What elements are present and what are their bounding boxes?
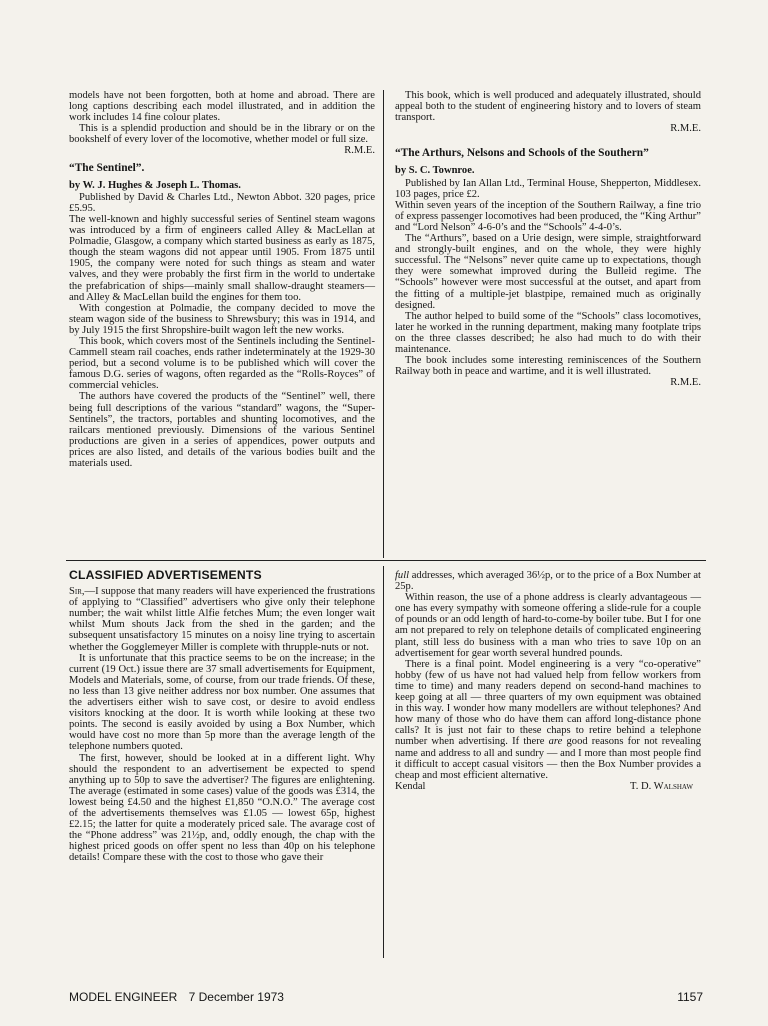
review-column-left — [69, 90, 375, 469]
page-number: 1157 — [677, 990, 703, 1004]
review-paragraph: With congestion at Polmadie, the company decided to move the steam wagon side of the business to Shrewsbury; this was in 1914, and by July 1915 the first Shropshire-built wagon left the new works. — [69, 302, 375, 336]
review-title: “The Arthurs, Nelsons and Schools of the Southern” — [395, 147, 649, 160]
review-publisher: Published by Ian Allan Ltd., Terminal House, Shepperton, Middlesex. 103 pages, price £2. — [395, 177, 701, 200]
review-paragraph: The author helped to build some of the “Schools” class locomotives, later he worked in the running department, making many footplate trips on the three classes described; he also had much to do with their maintenance. — [395, 310, 701, 355]
review-paragraph: This book, which covers most of the Sentinels including the Sentinel-Cammell steam rail coaches, ends rather indeterminately at the 1929-30 period, but a second volume is to be published which will cover the famous D.G. series of wagons, often regarded as the “Rolls-Royces” of commercial vehicles. — [69, 335, 375, 392]
letter-paragraph: There is a final point. Model engineering is a very “co-operative” hobby (few of us have not had valued help from fellow workers from time to time) and many readers depend on second-hand machines to keep going at all — three quarters of my own equipment was obtained in this way. I wonder how many modellers are without telephones? And how many of those who do have them can afford long-distance phone calls? It is just not fair to these chaps to retire behind a telephone number when advertising. If there are good reasons for not revealing name and address to all and sundry — and I more than most people find it difficult to accept casual visitors — then the Box Number provides a cheap and most efficient alternative. — [395, 658, 702, 781]
footer-magazine: MODEL ENGINEER — [69, 990, 178, 1004]
review-author: by S. C. Townroe. — [395, 165, 475, 177]
review-title: “The Sentinel”. — [69, 161, 145, 174]
review-signature: R.M.E. — [670, 123, 701, 135]
review-signature: R.M.E. — [670, 377, 701, 389]
letter-signoff — [395, 781, 701, 792]
letter-place: Kendal — [395, 780, 426, 792]
column-divider — [383, 90, 384, 558]
letter-paragraph: It is unfortunate that this practice seems to be on the increase; in the current (19 Oct.) issue there are 37 small advertisements for Equipment, Models and Materials, some, of course, from our trade friends. Of these, no less than 13 give neither address nor box number. One assumes that the advertisers either wish to save cost, or desire to avoid endless visitors knocking at the door. It is worth while looking at these two points. The second is easily avoided by using a Box Number, which would have cost no more than 5p more than the average length of the telephone numbers quoted. — [69, 652, 375, 753]
section-heading: CLASSIFIED ADVERTISEMENTS — [69, 568, 262, 582]
letter-paragraph: Within reason, the use of a phone address is clearly advantageous — one has every sympathy with someone offering a slide-rule for a couple of pounds or an odd length of hard-to-come-by boiler tube. But I for one am not prepared to rely on telephone details of complicated engineering plant, still less do business with a man who tries to save 10p on an advertisement for gear worth several hundred pounds. — [395, 592, 701, 659]
footer-date: 7 December 1973 — [188, 990, 284, 1004]
footer-masthead — [69, 990, 292, 1004]
page-footer — [69, 990, 703, 1004]
review-paragraph: The well-known and highly successful series of Sentinel steam wagons was introduced by a firm of engineers called Alley & MacLellan at Polmadie, Glasgow, a company which started business as early as 1875, though the steam wagons did not appear until 1905. From 1875 until 1905, the company were noted for such things as steam and water valves, and they were probably the first firm in the world to undertake the prefabrication of ships—mainly small shallow-draught steamers—and Alley & MacLellan build the engines for them too. — [69, 213, 375, 303]
letter-salutation: Sir, — [69, 586, 85, 598]
review-column-right — [395, 90, 701, 392]
review-paragraph: The authors have covered the products of the “Sentinel” well, there being full descriptions of the various “standard” wagons, the “Super-Sentinels”, the tractors, portables and shunting locomotives, and the railcars mentioned previously. Dimensions of the various Sentinel productions are given in a series of appendices, power outputs and prices are also listed, and details of the various bodies built and the materials used. — [69, 391, 375, 469]
letter-paragraph: Sir,—I suppose that many readers will have experienced the frustrations of applying to “Classified” advertisers who give only their telephone number; the wait whilst little Alfie fetches Mum; the even longer wait whilst Mum shouts Jack from the shed in the garden; and the subsequent unsatisfactory 15 minutes on a noisy line trying to ascertain whether the Gogglemeyer Miller is complete with thrupple-nuts or not. — [69, 586, 375, 653]
review-continuation: models have not been forgotten, both at home and abroad. There are long captions describing each model illustrated, and in addition the work includes 14 fine colour plates. — [69, 90, 375, 124]
section-divider — [66, 560, 706, 561]
letter-paragraph: The first, however, should be looked at in a different light. Why should the respondent to an advertisement be expected to spend anything up to 50p to save the advertiser? The figures are enlightening. The average (estimated in some cases) value of the goods was £314, the lowest being £4.50 and the highest £1,850 “O.N.O.” The average cost of the advertisements themselves was £1.05 — lowest 65p, highest £2.15; the latter for quite a moderately priced sale. The avarage cost of the “Phone address” was 21½p, and, oddly enough, the chap with the highest priced goods on offer spent no less than 40p on his telephone details! Compare these with the cost to those who gave their — [69, 752, 375, 864]
column-divider — [383, 566, 384, 958]
review-paragraph: Within seven years of the inception of the Southern Railway, a fine trio of express passenger locomotives had been produced, the “King Arthur” and “Lord Nelson” 4-6-0’s and the “Schools” 4-4-0’s. — [395, 199, 701, 233]
review-paragraph: This is a splendid production and should be in the library or on the bookshelf of every lover of the locomotive, whether model or full size. — [69, 123, 375, 146]
letter-column-right — [395, 570, 701, 792]
review-paragraph: The “Arthurs”, based on a Urie design, were simple, straightforward and strongly-built engines, and on the whole, they were highly successful. The “Nelsons” never quite came up to expectations, though they were somewhat improved during the Bulleid regime. The “Schools” however were most successful at the outset, and apart from the fitting of a multiple-jet blastpipe, remained much as originally designed. — [395, 233, 701, 311]
review-signature: R.M.E. — [344, 145, 375, 157]
review-publisher: Published by David & Charles Ltd., Newton Abbot. 320 pages, price £5.95. — [69, 191, 375, 214]
review-paragraph: The book includes some interesting reminiscences of the Southern Railway both in peace and wartime, and it is well illustrated. — [395, 355, 701, 378]
review-author: by W. J. Hughes & Joseph L. Thomas. — [69, 179, 241, 191]
letter-paragraph: full addresses, which averaged 36½p, or to the price of a Box Number at 25p. — [395, 570, 701, 593]
letter-writer: T. D. Walshaw — [630, 780, 693, 792]
review-paragraph: This book, which is well produced and adequately illustrated, should appeal both to the student of engineering history and to lovers of steam transport. — [395, 90, 701, 124]
letter-column-left — [69, 570, 375, 863]
